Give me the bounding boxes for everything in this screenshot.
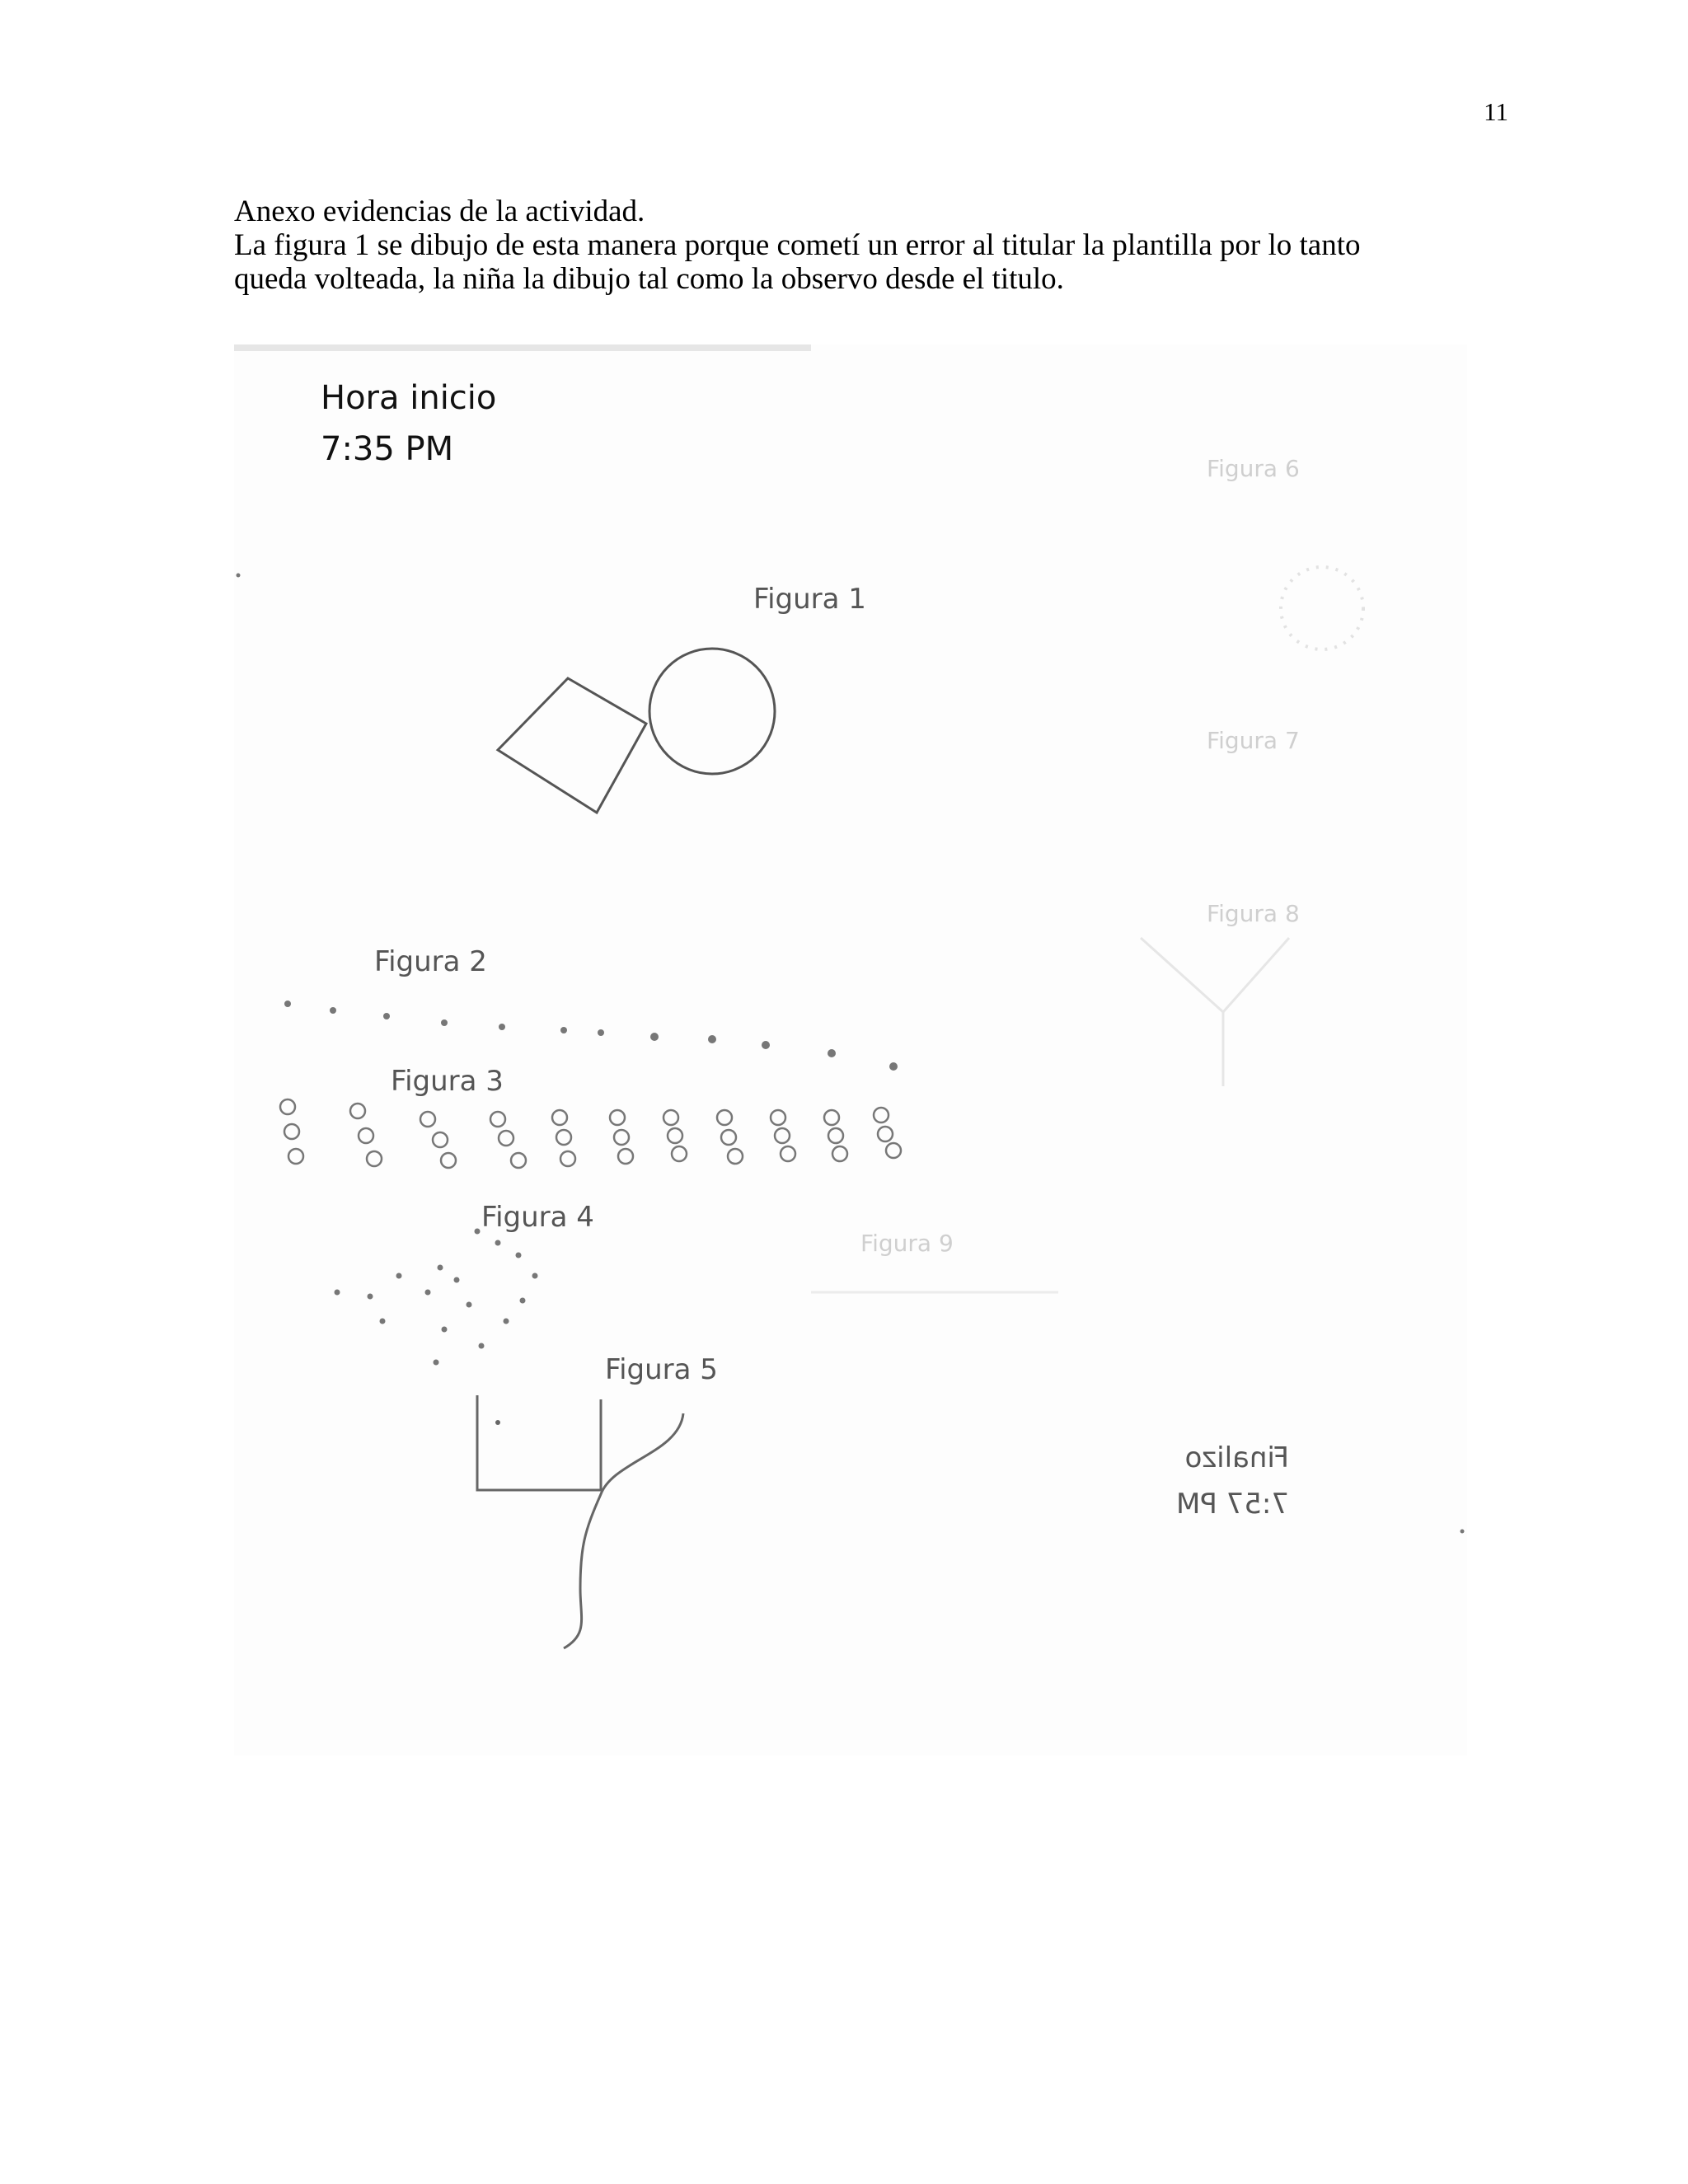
figure-2-dots (284, 1001, 898, 1071)
figure-5-label: Figura 5 (605, 1353, 718, 1386)
drawing-canvas (234, 344, 1467, 1755)
ghost-label-4: Figura 9 (860, 1230, 954, 1257)
end-time: 7:57 PM (1176, 1488, 1289, 1521)
ghost-circle (1281, 567, 1363, 649)
end-label: Finalizo (1184, 1441, 1289, 1474)
scan-edge-shadow (234, 344, 811, 351)
figure-4-dots (335, 1229, 538, 1366)
ghost-lines (1141, 938, 1289, 1086)
ghost-label-1: Figura 6 (1207, 455, 1300, 482)
body-text (234, 194, 1520, 296)
end-time-mirrored (1176, 1441, 1289, 1521)
figure-2-label: Figura 2 (374, 945, 487, 978)
scanned-drawing-sheet (234, 344, 1467, 1755)
stray-mark-2 (237, 574, 241, 578)
page-number: 11 (1484, 97, 1508, 126)
figure-1-circle (649, 649, 775, 774)
figure-5-open-box (477, 1395, 601, 1490)
ghost-label-2: Figura 7 (1207, 727, 1300, 754)
start-label: Hora inicio (321, 379, 497, 417)
figure-3-label: Figura 3 (391, 1065, 504, 1098)
explanation-line-1: La figura 1 se dibujo de esta manera porque cometí un error al titular la plantilla por lo tanto (234, 228, 1361, 262)
figure-3-circles (280, 1099, 901, 1168)
figure-5-dot (495, 1420, 500, 1425)
annex-heading: Anexo evidencias de la actividad. (234, 194, 645, 228)
stray-mark (1461, 1530, 1465, 1534)
figure-1-label: Figura 1 (753, 583, 866, 616)
figure-4-label: Figura 4 (481, 1201, 594, 1234)
figure-5-wavy-line (564, 1413, 683, 1648)
ghost-label-3: Figura 8 (1207, 900, 1300, 927)
start-time: 7:35 PM (321, 430, 454, 468)
figure-1-diamond (498, 678, 646, 813)
explanation-line-2: queda volteada, la niña la dibujo tal como la observo desde el titulo. (234, 262, 1064, 296)
